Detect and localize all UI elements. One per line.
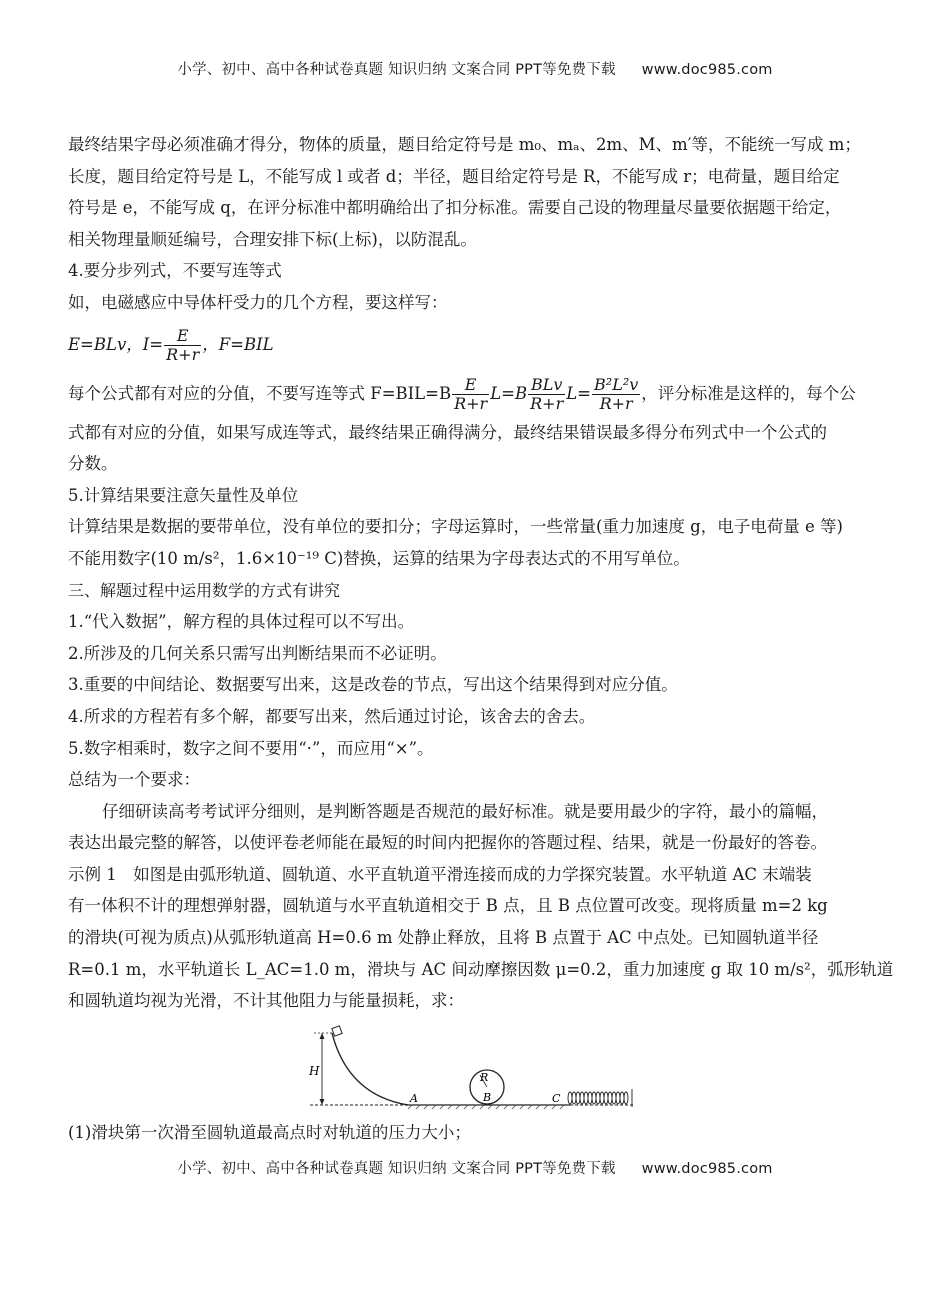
label-H: H xyxy=(309,1064,320,1078)
example-line: 有一体积不计的理想弹射器，圆轨道与水平直轨道相交于 B 点，且 B 点位置可改变。现将质量 m=2 kg xyxy=(68,896,828,916)
equation-1 xyxy=(68,319,886,371)
text-line: 分数。 xyxy=(68,454,118,474)
frac-num: B²L²v xyxy=(594,374,639,394)
text-line: 如，电磁感应中导体杆受力的几个方程，要这样写： xyxy=(68,292,448,312)
text-line: 计算结果是数据的要带单位，没有单位的要扣分；字母运算时，一些常量(重力加速度 g，电子电荷量 e 等) xyxy=(68,517,843,537)
eq1-fraction xyxy=(164,327,201,363)
frac-den: R+r xyxy=(166,344,200,364)
text-line: 符号是 e，不能写成 q，在评分标准中都明确给出了扣分标准。需要自己设的物理量尽量要依据题干给定， xyxy=(68,198,842,218)
footer-url[interactable]: www.doc985.com xyxy=(641,1161,773,1177)
eq1-part1: E=BLv，I= xyxy=(68,334,164,354)
text-line: 最终结果字母必须准确才得分，物体的质量，题目给定符号是 m₀、mₐ、2m、M、m′等，不能统一写成 m； xyxy=(68,135,861,154)
text-line: 仔细研读高考考试评分细则，是判断答题是否规范的最好标准。就是要用最少的字符，最小的篇幅， xyxy=(102,801,828,821)
text-line: 长度，题目给定符号是 L，不能写成 l 或者 d；半径，题目给定符号是 R，不能写成 r；电荷量，题目给定 xyxy=(68,166,840,186)
list-item: 3.重要的中间结论、数据要写出来，这是改卷的节点，写出这个结果得到对应分值。 xyxy=(68,675,678,695)
example-line: R=0.1 m，水平轨道长 L_AC=1.0 m，滑块与 AC 间动摩擦因数 μ=0.2，重力加速度 g 取 10 m/s²，弧形轨道 xyxy=(68,959,894,979)
eq2-suffix: ，评分标准是这样的，每个公 xyxy=(641,383,856,403)
curved-track xyxy=(332,1033,408,1105)
frac-den: R+r xyxy=(454,393,488,413)
section-heading-4: 4.要分步列式，不要写连等式 xyxy=(68,261,282,281)
frac-den: R+r xyxy=(599,393,633,413)
label-R: R xyxy=(480,1071,489,1084)
document-body xyxy=(68,129,894,1017)
footer-text: 小学、初中、高中各种试卷真题 知识归纳 文案合同 PPT等免费下载 xyxy=(177,1161,616,1177)
equation-2-line xyxy=(68,371,886,417)
header-text: 小学、初中、高中各种试卷真题 知识归纳 文案合同 PPT等免费下载 xyxy=(177,62,616,78)
frac-den: R+r xyxy=(530,393,564,413)
arrow-head-down xyxy=(320,1099,325,1105)
eq2-mid1: L=B xyxy=(490,383,528,403)
example-line: 和圆轨道均视为光滑，不计其他阻力与能量损耗，求： xyxy=(68,991,464,1011)
text-line: 总结为一个要求： xyxy=(68,770,200,790)
list-item: 1.“代入数据”，解方程的具体过程可以不写出。 xyxy=(68,612,415,632)
para-units xyxy=(68,417,886,575)
text-line: 相关物理量顺延编号，合理安排下标(上标)，以防混乱。 xyxy=(68,229,477,249)
list-item: 5.数字相乘时，数字之间不要用“·”，而应用“×”。 xyxy=(68,738,434,758)
eq2-mid2: L= xyxy=(566,383,592,403)
header-url[interactable]: www.doc985.com xyxy=(641,62,773,78)
spring-launcher xyxy=(568,1089,632,1107)
eq2-fraction-2 xyxy=(528,376,565,412)
arrow-head-up xyxy=(320,1033,325,1039)
frac-num: BLv xyxy=(528,376,565,395)
label-C: C xyxy=(552,1092,561,1105)
eq1-part2: ，F=BIL xyxy=(202,334,274,354)
frac-num: E xyxy=(452,376,489,395)
para-example xyxy=(68,827,894,1017)
eq2-fraction-1 xyxy=(452,376,489,412)
question-1: (1)滑块第一次滑至圆轨道最高点时对轨道的压力大小； xyxy=(68,1123,471,1142)
eq2-prefix: 每个公式都有对应的分值，不要写连等式 F=BIL=B xyxy=(68,383,452,403)
frac-num: E xyxy=(164,327,201,346)
text-line: 表达出最完整的解答，以使评卷老师能在最短的时间内把握你的答题过程、结果，就是一份最好的答卷。 xyxy=(68,833,827,853)
para-math xyxy=(68,606,886,827)
label-A: A xyxy=(410,1092,418,1105)
label-B: B xyxy=(483,1091,492,1104)
text-line: 不能用数字(10 m/s²，1.6×10⁻¹⁹ C)替换，运算的结果为字母表达式的不用写单位。 xyxy=(68,548,690,568)
slider-block xyxy=(332,1026,342,1036)
text-line: 式都有对应的分值，如果写成连等式，最终结果正确得满分，最终结果错误最多得分布列式中一个公式的 xyxy=(68,422,827,442)
example-line: 示例 1 如图是由弧形轨道、圆轨道、水平直轨道平滑连接而成的力学探究装置。水平轨道 AC 末端装 xyxy=(68,864,812,884)
list-item: 4.所求的方程若有多个解，都要写出来，然后通过讨论，该舍去的舍去。 xyxy=(68,706,596,726)
eq2-fraction-3 xyxy=(592,376,640,412)
question-block xyxy=(68,1117,886,1149)
section-3-title: 三、解题过程中运用数学的方式有讲究 xyxy=(68,580,341,600)
page-footer xyxy=(0,1157,950,1178)
page-header xyxy=(0,58,950,79)
section-heading-5: 5.计算结果要注意矢量性及单位 xyxy=(68,485,299,505)
para-symbols xyxy=(68,129,886,319)
list-item: 2.所涉及的几何关系只需写出判断结果而不必证明。 xyxy=(68,643,447,663)
track-diagram xyxy=(300,1025,640,1115)
example-line: 的滑块(可视为质点)从弧形轨道高 H=0.6 m 处静止释放，且将 B 点置于 AC 中点处。已知圆轨道半径 xyxy=(68,928,819,948)
